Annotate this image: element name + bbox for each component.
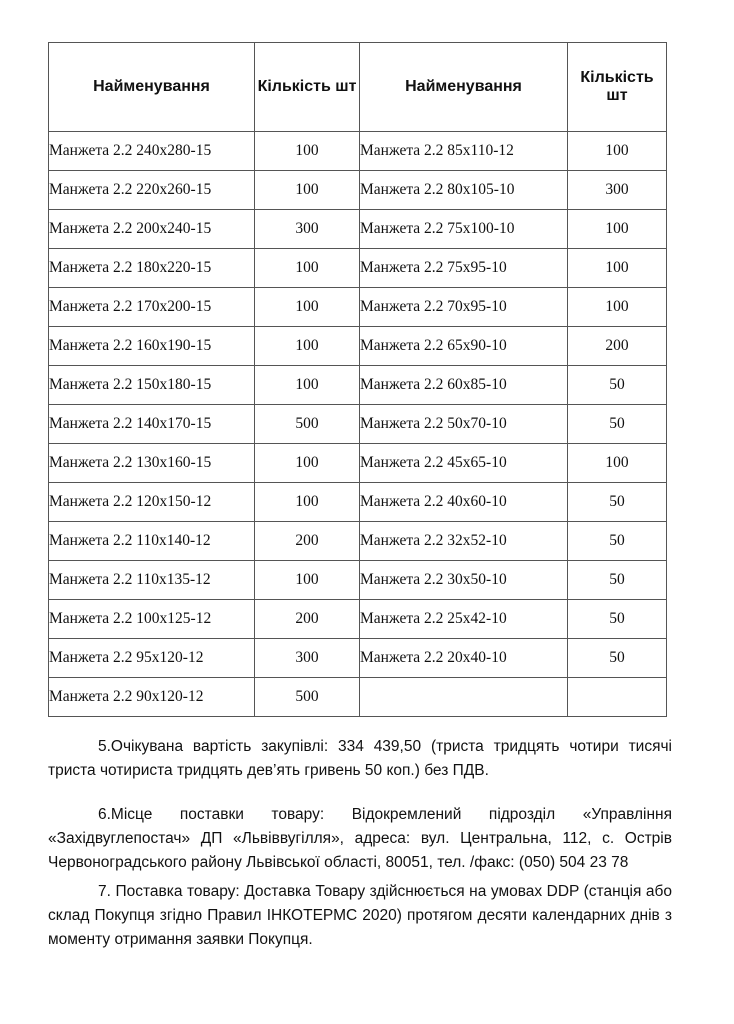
item-qty-cell: 300 (255, 639, 360, 678)
table-row (49, 600, 667, 639)
item-name-cell: Манжета 2.2 70х95-10 (360, 288, 568, 327)
item-name-cell: Манжета 2.2 65х90-10 (360, 327, 568, 366)
table-row (49, 639, 667, 678)
item-name-cell: Манжета 2.2 240х280-15 (49, 132, 255, 171)
item-name-cell (360, 678, 568, 717)
item-qty-cell: 300 (255, 210, 360, 249)
item-qty-cell: 100 (255, 561, 360, 600)
item-qty-cell: 50 (568, 405, 667, 444)
item-name-cell: Манжета 2.2 220х260-15 (49, 171, 255, 210)
table-row (49, 366, 667, 405)
item-qty-cell: 100 (255, 327, 360, 366)
item-name-cell: Манжета 2.2 140х170-15 (49, 405, 255, 444)
item-qty-cell: 500 (255, 678, 360, 717)
item-qty-cell: 300 (568, 171, 667, 210)
item-qty-cell: 50 (568, 366, 667, 405)
item-qty-cell: 50 (568, 639, 667, 678)
item-qty-cell: 100 (568, 132, 667, 171)
item-qty-cell: 100 (255, 171, 360, 210)
table-header-row (49, 43, 667, 132)
paragraph-7-text: 7. Поставка товару: Доставка Товару здійснюється на умовах DDP (станція або склад Покупця згідно Правил ІНКОТЕРМС 2020) протягом десяти календарних днів з моменту отримання заявки Покупця. (48, 883, 672, 948)
item-name-cell: Манжета 2.2 170х200-15 (49, 288, 255, 327)
table-row (49, 132, 667, 171)
item-name-cell: Манжета 2.2 60х85-10 (360, 366, 568, 405)
header-qty-1: Кількість шт (255, 43, 360, 132)
table-row (49, 327, 667, 366)
item-qty-cell: 50 (568, 522, 667, 561)
item-name-cell: Манжета 2.2 160х190-15 (49, 327, 255, 366)
item-name-cell: Манжета 2.2 40х60-10 (360, 483, 568, 522)
table-row (49, 483, 667, 522)
table-row (49, 171, 667, 210)
item-name-cell: Манжета 2.2 25х42-10 (360, 600, 568, 639)
item-name-cell: Манжета 2.2 45х65-10 (360, 444, 568, 483)
item-name-cell: Манжета 2.2 95х120-12 (49, 639, 255, 678)
item-qty-cell: 50 (568, 483, 667, 522)
header-name-2: Найменування (360, 43, 568, 132)
item-qty-cell: 50 (568, 600, 667, 639)
item-name-cell: Манжета 2.2 90х120-12 (49, 678, 255, 717)
paragraph-6-text: 6.Місце поставки товару: Відокремлений підрозділ «Управління «Західвуглепостач» ДП «Львіввугілля», адреса: вул. Центральна, 112, с. Острів Червоноградського району Львівської області, 80051, тел. /факс: (050) 504 23 78 (48, 806, 672, 871)
table-row (49, 444, 667, 483)
paragraph-5-text: 5.Очікувана вартість закупівлі: 334 439,50 (триста тридцять чотири тисячі триста чотириста тридцять дев’ять гривень 50 коп.) без ПДВ. (48, 738, 672, 779)
item-qty-cell: 100 (568, 210, 667, 249)
item-name-cell: Манжета 2.2 150х180-15 (49, 366, 255, 405)
table-row (49, 210, 667, 249)
item-qty-cell: 100 (568, 444, 667, 483)
table-row (49, 249, 667, 288)
item-name-cell: Манжета 2.2 75х100-10 (360, 210, 568, 249)
item-name-cell: Манжета 2.2 130х160-15 (49, 444, 255, 483)
item-qty-cell: 100 (255, 249, 360, 288)
item-qty-cell: 100 (255, 132, 360, 171)
table-row (49, 405, 667, 444)
item-name-cell: Манжета 2.2 85х110-12 (360, 132, 568, 171)
item-qty-cell: 100 (255, 366, 360, 405)
table-row (49, 678, 667, 717)
item-qty-cell: 200 (255, 522, 360, 561)
item-name-cell: Манжета 2.2 75х95-10 (360, 249, 568, 288)
item-name-cell: Манжета 2.2 50х70-10 (360, 405, 568, 444)
item-qty-cell: 100 (255, 444, 360, 483)
item-name-cell: Манжета 2.2 80х105-10 (360, 171, 568, 210)
item-name-cell: Манжета 2.2 180х220-15 (49, 249, 255, 288)
item-name-cell: Манжета 2.2 120х150-12 (49, 483, 255, 522)
table-row (49, 561, 667, 600)
item-name-cell: Манжета 2.2 30х50-10 (360, 561, 568, 600)
paragraph-7 (48, 880, 672, 952)
table-body (49, 132, 667, 717)
table-row (49, 288, 667, 327)
header-name-1: Найменування (49, 43, 255, 132)
item-qty-cell: 100 (255, 288, 360, 327)
item-qty-cell: 100 (568, 249, 667, 288)
paragraph-5 (48, 735, 672, 783)
item-qty-cell: 100 (568, 288, 667, 327)
item-qty-cell: 200 (568, 327, 667, 366)
item-name-cell: Манжета 2.2 20х40-10 (360, 639, 568, 678)
header-qty-2: Кількість шт (568, 43, 667, 132)
paragraph-6 (48, 803, 672, 875)
item-qty-cell: 200 (255, 600, 360, 639)
item-qty-cell: 50 (568, 561, 667, 600)
item-qty-cell: 100 (255, 483, 360, 522)
item-name-cell: Манжета 2.2 110х140-12 (49, 522, 255, 561)
item-name-cell: Манжета 2.2 200х240-15 (49, 210, 255, 249)
item-qty-cell (568, 678, 667, 717)
item-name-cell: Манжета 2.2 100х125-12 (49, 600, 255, 639)
items-table (48, 42, 667, 717)
item-name-cell: Манжета 2.2 32х52-10 (360, 522, 568, 561)
item-name-cell: Манжета 2.2 110х135-12 (49, 561, 255, 600)
item-qty-cell: 500 (255, 405, 360, 444)
table-row (49, 522, 667, 561)
